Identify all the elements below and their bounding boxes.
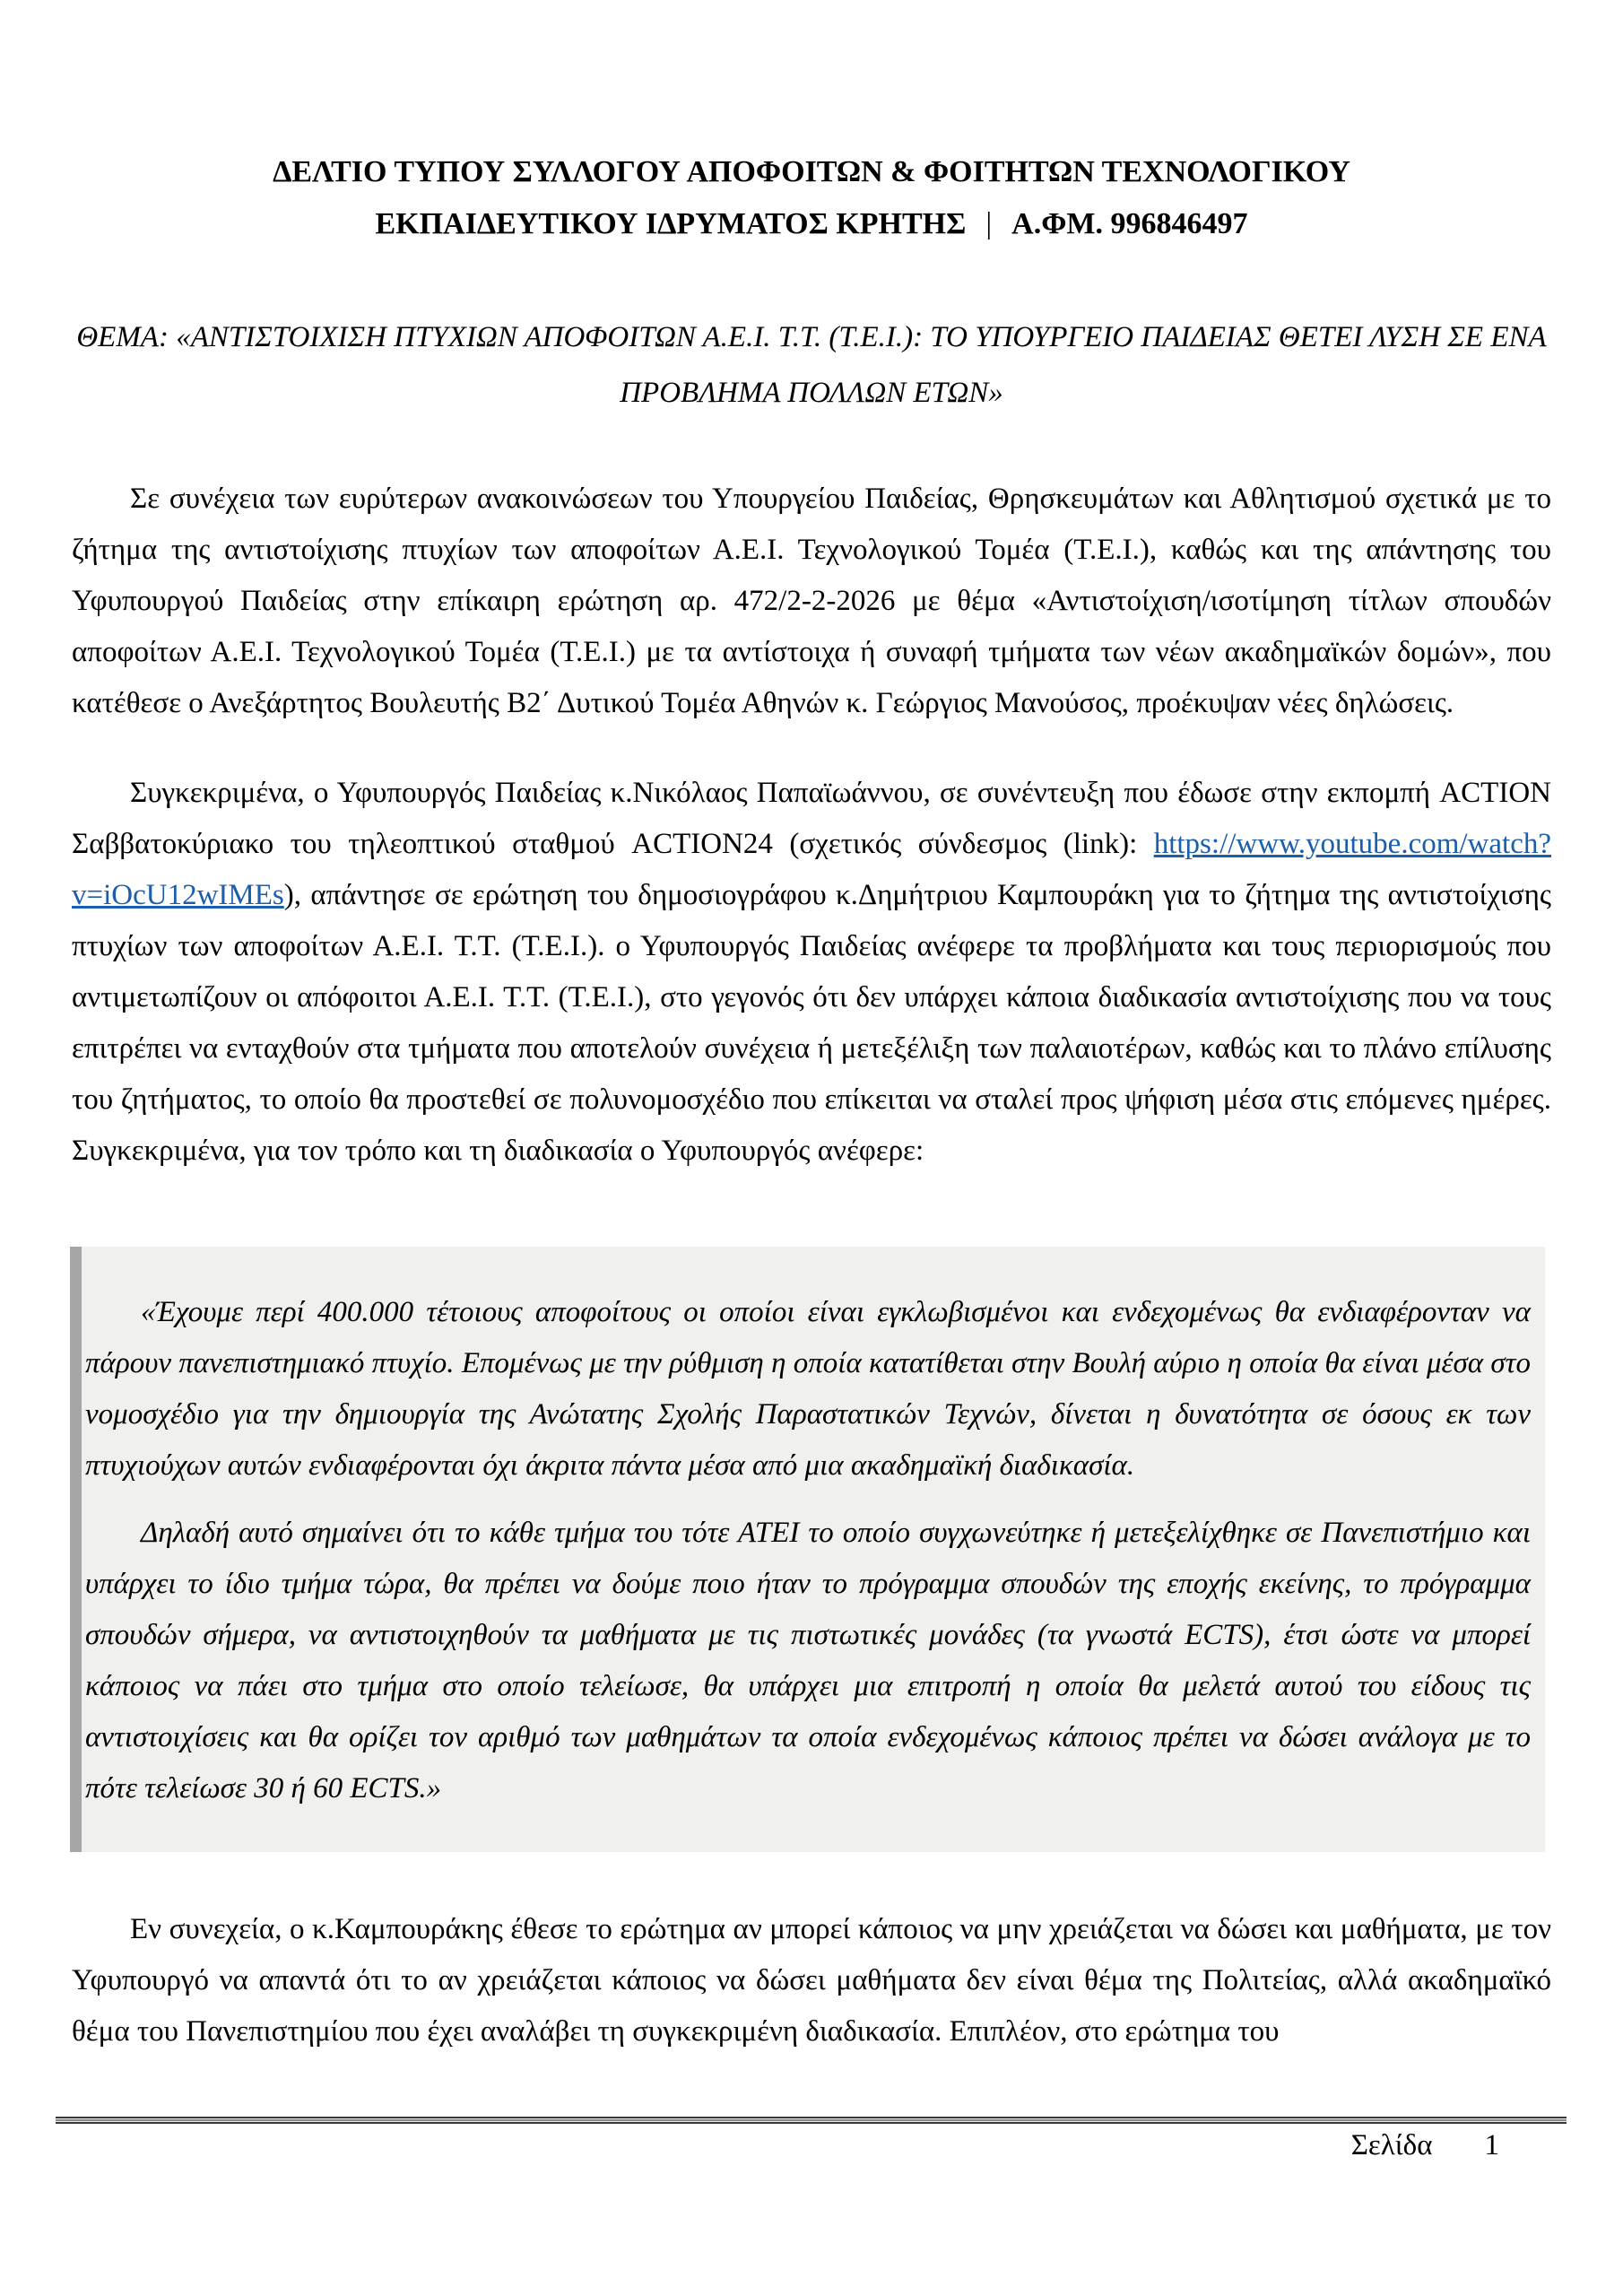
subject-line: ΘΕΜΑ: «ΑΝΤΙΣΤΟΙΧΙΣΗ ΠΤΥΧΙΩΝ ΑΠΟΦΟΙΤΩΝ Α.Ε.Ι. Τ.Τ. (Τ.Ε.Ι.): ΤΟ ΥΠΟΥΡΓΕΙΟ ΠΑΙΔΕΙΑΣ ΘΕΤΕΙ ΛΥΣΗ ΣΕ ΕΝΑ ΠΡΟΒΛΗΜΑ ΠΟΛΛΩΝ ΕΤΩΝ» — [76, 321, 1547, 409]
footer-page-number: 1 — [1484, 2129, 1499, 2161]
title-afm: Α.ΦΜ. 996846497 — [1011, 207, 1248, 240]
page-footer — [72, 2127, 1551, 2163]
quote-paragraph-1: «Έχουμε περί 400.000 τέτοιους αποφοίτους οι οποίοι είναι εγκλωβισμένοι και ενδεχομένως θα ενδιαφέρονταν να πάρουν πανεπιστημιακό πτυχίο. Επομένως με την ρύθμιση η οποία κατατίθεται στην Βουλή αύριο η οποία θα είναι μέσα στο νομοσχέδιο για την δημιουργία της Ανώτατης Σχολής Παραστατικών Τεχνών, δίνεται η δυνατότητα σε όσους εκ των πτυχιούχων αυτών ενδιαφέρονται όχι άκριτα πάντα μέσα από μια ακαδημαϊκή διαδικασία. — [85, 1296, 1531, 1482]
title-separator: | — [985, 207, 993, 240]
title-organization: ΕΚΠΑΙΔΕΥΤΙΚΟΥ ΙΔΡΥΜΑΤΟΣ ΚΡΗΤΗΣ — [375, 207, 967, 240]
paragraph-2 — [72, 768, 1551, 1177]
quote-block — [70, 1247, 1545, 1852]
paragraph-2-text-before-link: Συγκεκριμένα, ο Υφυπουργός Παιδείας κ.Νικόλαος Παπαϊωάννου, σε συνέντευξη που έδωσε στην εκπομπή ACTION Σαββατοκύριακο του τηλεοπτικού σταθμού ACTION24 (σχετικός σύνδεσμος (link): — [72, 777, 1551, 860]
footer-label: Σελίδα — [1350, 2129, 1433, 2161]
youtube-link[interactable]: https://www.youtube.com/watch?v=iOcU12wIMEs — [72, 828, 1551, 911]
document-title — [72, 146, 1551, 250]
quote-paragraph-2: Δηλαδή αυτό σημαίνει ότι το κάθε τμήμα του τότε ΑΤΕΙ το οποίο συγχωνεύτηκε ή μετεξελίχθηκε σε Πανεπιστήμιο και υπάρχει το ίδιο τμήμα τώρα, θα πρέπει να δούμε ποιο ήταν το πρόγραμμα σπουδών της εποχής εκείνης, το πρόγραμμα σπουδών σήμερα, να αντιστοιχηθούν τα μαθήματα με τις πιστωτικές μονάδες (τα γνωστά ECTS), έτσι ώστε να μπορεί κάποιος να πάει στο τμήμα στο οποίο τελείωσε, θα υπάρχει μια επιτροπή η οποία θα μελετά αυτού του είδους τις αντιστοιχίσεις και θα ορίζει τον αριθμό των μαθημάτων τα οποία ενδεχομένως κάποιος πρέπει να δώσει ανάλογα με το πότε τελείωσε 30 ή 60 ECTS.» — [85, 1517, 1531, 1805]
paragraph-2-text-after-link: ), απάντησε σε ερώτηση του δημοσιογράφου κ.Δημήτριου Καμπουράκη για το ζήτημα της αντιστοίχισης πτυχίων των αποφοίτων Α.Ε.Ι. Τ.Τ. (Τ.Ε.Ι.). ο Υφυπουργός Παιδείας ανέφερε τα προβλήματα και τους περιορισμούς που αντιμετωπίζουν οι απόφοιτοι Α.Ε.Ι. Τ.Τ. (Τ.Ε.Ι.), στο γεγονός ότι δεν υπάρχει κάποια διαδικασία αντιστοίχισης που να τους επιτρέπει να ενταχθούν στα τμήματα που αποτελούν συνέχεια ή μετεξέλιξη των παλαιοτέρων, καθώς και το πλάνο επίλυσης του ζητήματος, το οποίο θα προστεθεί σε πολυνομοσχέδιο που επίκειται να σταλεί προς ψήφιση μέσα στις επόμενες ημέρες. Συγκεκριμένα, για τον τρόπο και τη διαδικασία ο Υφυπουργός ανέφερε: — [72, 879, 1551, 1167]
paragraph-1: Σε συνέχεια των ευρύτερων ανακοινώσεων του Υπουργείου Παιδείας, Θρησκευμάτων και Αθλητισμού σχετικά με το ζήτημα της αντιστοίχισης πτυχίων των αποφοίτων Α.Ε.Ι. Τεχνολογικού Τομέα (Τ.Ε.Ι.), καθώς και της απάντησης του Υφυπουργού Παιδείας στην επίκαιρη ερώτηση αρ. 472/2-2-2026 με θέμα «Αντιστοίχιση/ισοτίμηση τίτλων σπουδών αποφοίτων Α.Ε.Ι. Τεχνολογικού Τομέα (Τ.Ε.Ι.) με τα αντίστοιχα ή συναφή τμήματα των νέων ακαδημαϊκών δομών», που κατέθεσε ο Ανεξάρτητος Βουλευτής Β2΄ Δυτικού Τομέα Αθηνών κ. Γεώργιος Μανούσος, προέκυψαν νέες δηλώσεις. — [72, 483, 1551, 719]
footer-divider — [56, 2117, 1567, 2124]
title-line-2 — [72, 198, 1551, 250]
title-line-1: ΔΕΛΤΙΟ ΤΥΠΟΥ ΣΥΛΛΟΓΟΥ ΑΠΟΦΟΙΤΩΝ & ΦΟΙΤΗΤΩΝ ΤΕΧΝΟΛΟΓΙΚΟΥ — [273, 155, 1350, 188]
paragraph-3: Εν συνεχεία, ο κ.Καμπουράκης έθεσε το ερώτημα αν μπορεί κάποιος να μην χρειάζεται να δώσει και μαθήματα, με τον Υφυπουργό να απαντά ότι το αν χρειάζεται κάποιος να δώσει μαθήματα δεν είναι θέμα της Πολιτείας, αλλά ακαδημαϊκό θέμα του Πανεπιστημίου που έχει αναλάβει τη συγκεκριμένη διαδικασία. Επιπλέον, στο ερώτημα του — [72, 1913, 1551, 2048]
